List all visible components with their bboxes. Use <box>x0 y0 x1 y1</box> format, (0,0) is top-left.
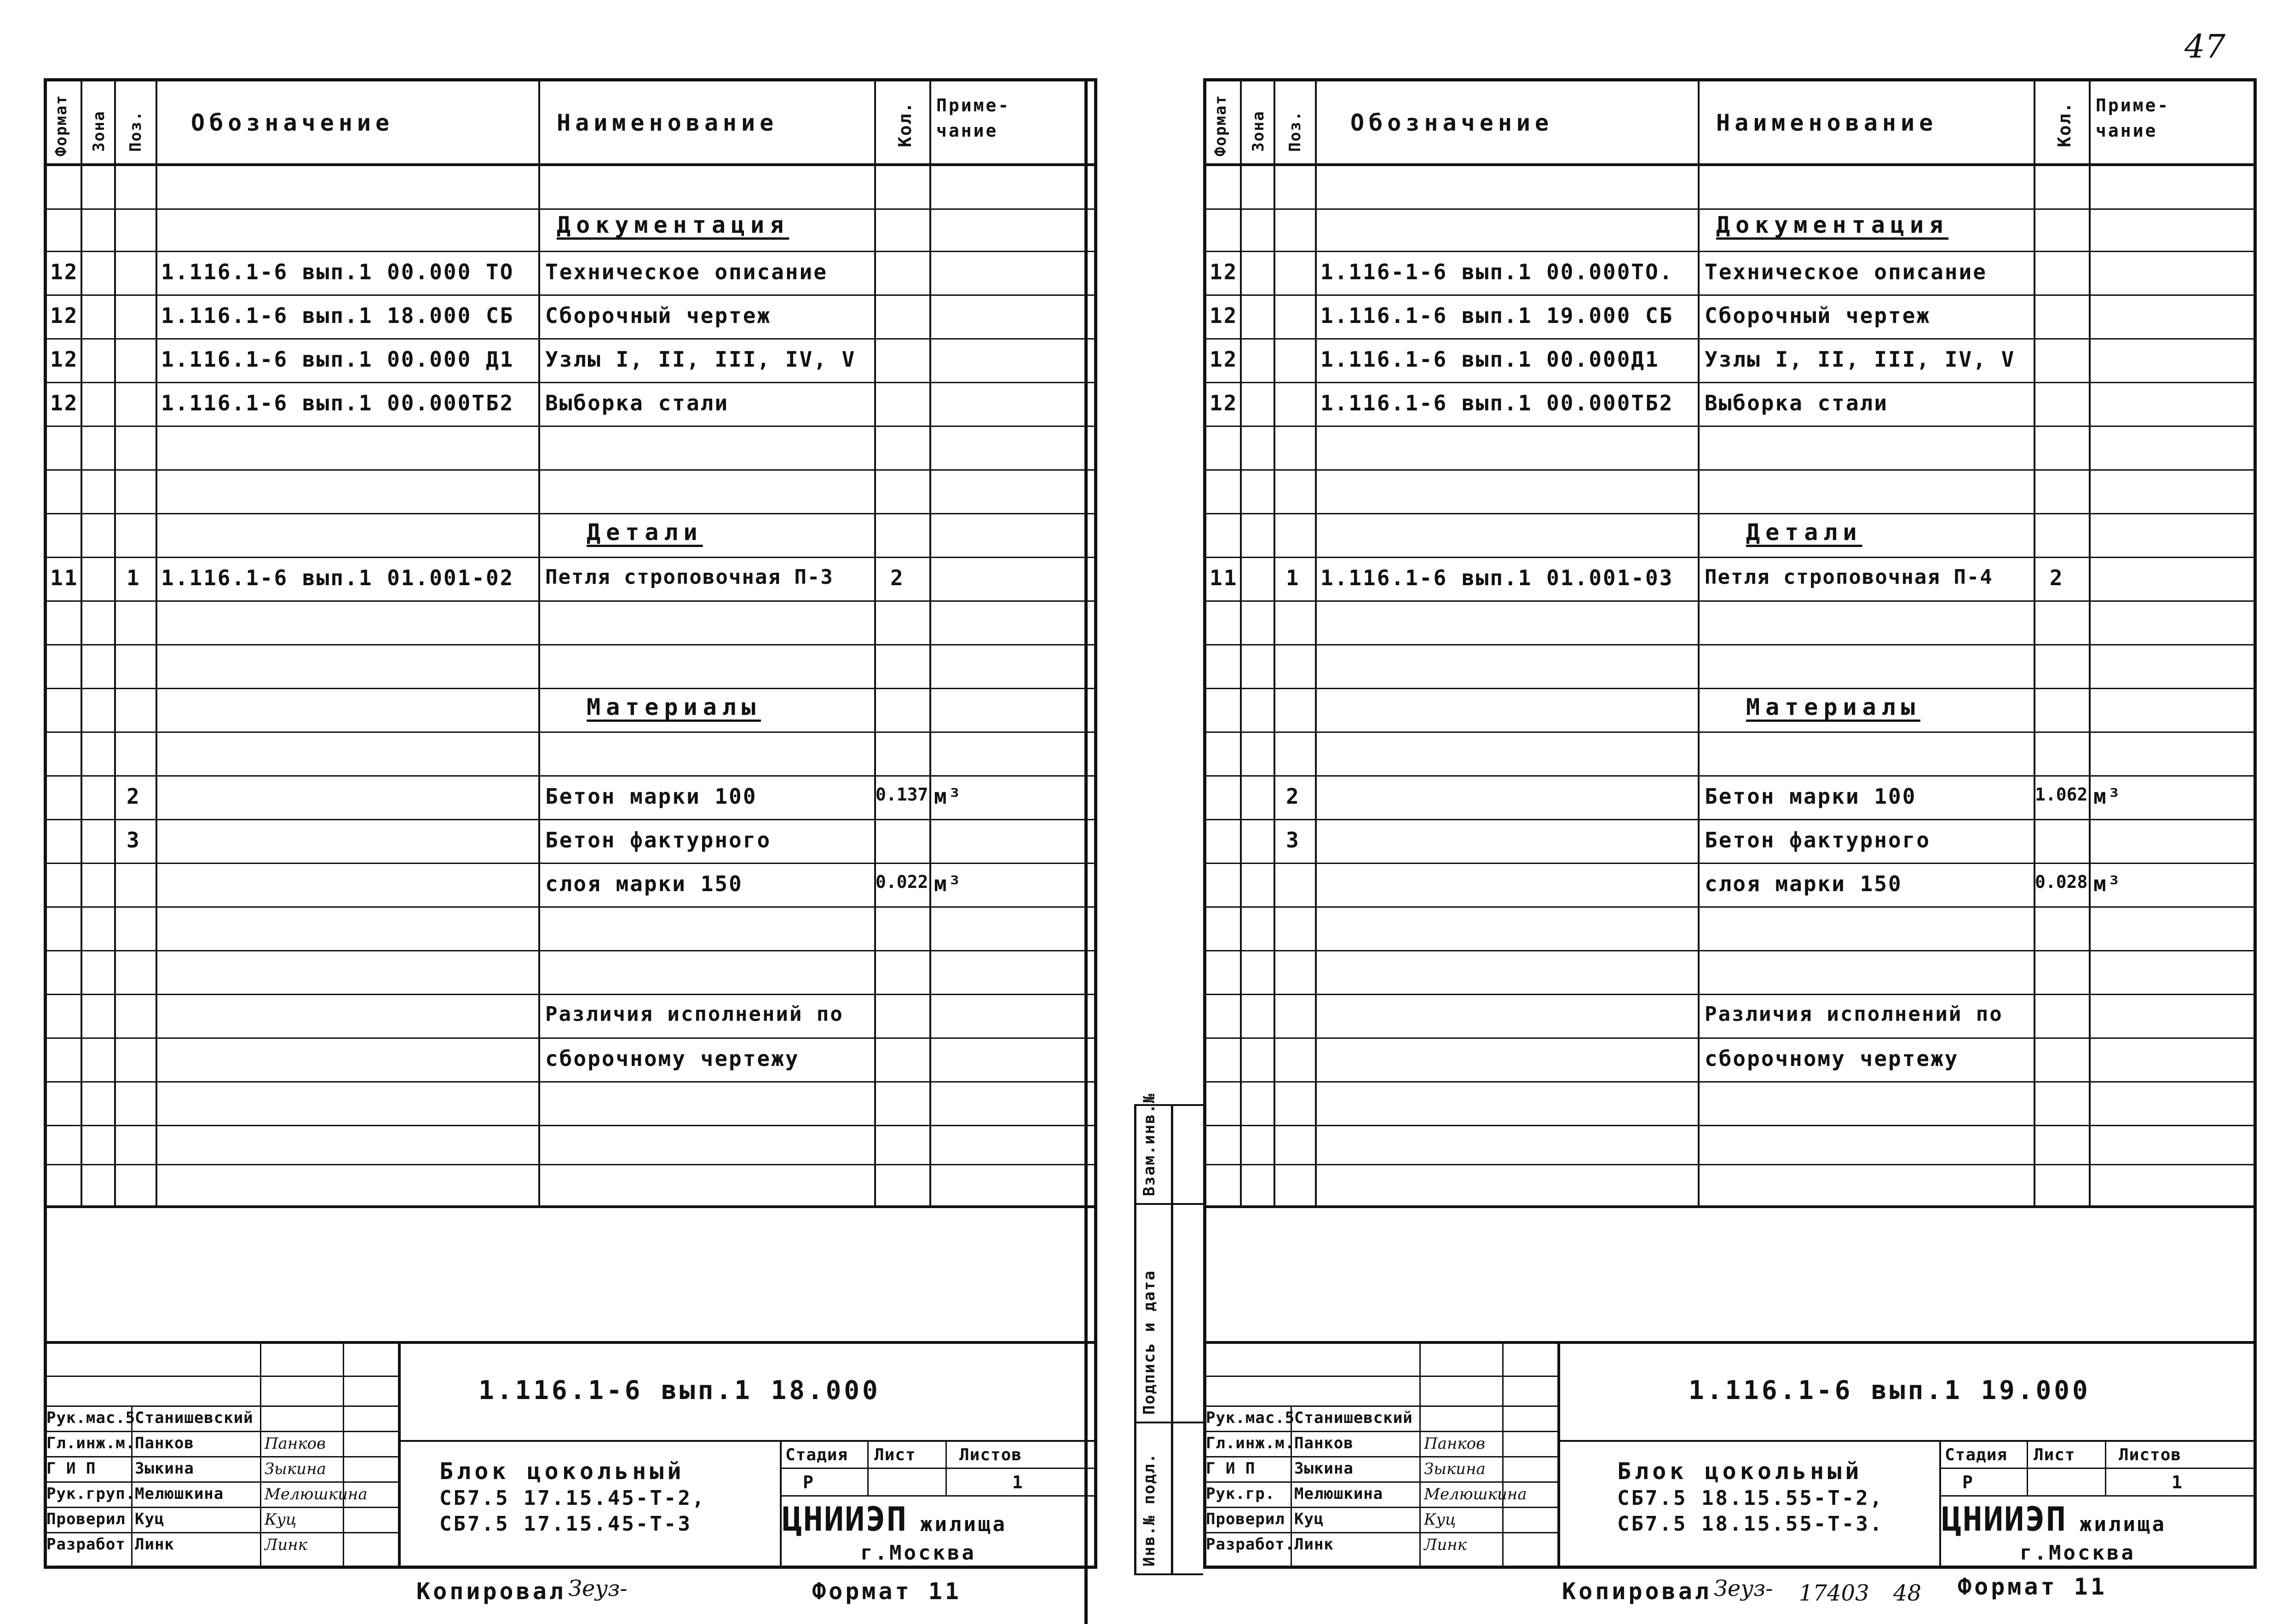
person-name: Зыкина <box>135 1459 194 1478</box>
row-line <box>44 950 1097 951</box>
tb-col <box>1419 1341 1421 1569</box>
product-name: Блок цокольный <box>1617 1458 1863 1485</box>
header-pos: Поз. <box>127 110 145 152</box>
row-line <box>1203 294 2257 296</box>
material-qty: 0.028 <box>2035 872 2088 892</box>
tb-line <box>1203 1431 1557 1432</box>
sheets-value: 1 <box>2172 1472 2183 1492</box>
copier-signature: Зеуз- <box>1714 1576 1773 1601</box>
doc-row-designation: 1.116.1-6 вып.1 00.000Д1 <box>1320 347 1660 372</box>
header-note-1: Приме- <box>2096 95 2170 115</box>
copied-label: Копировал <box>1562 1578 1712 1605</box>
doc-row-name: Техническое описание <box>1705 259 1987 284</box>
part-pos: 1 <box>1286 565 1300 590</box>
tb-col <box>2027 1440 2028 1495</box>
document-code: 1.116.1-6 вып.1 18.000 <box>478 1376 881 1405</box>
role-label: Г И П <box>46 1459 96 1478</box>
signature: Куц <box>1424 1510 1456 1529</box>
role-label: Рук.груп. <box>46 1485 136 1503</box>
section-details: Детали <box>587 519 703 546</box>
material-name-cont: слоя марки 150 <box>545 871 743 896</box>
tb-line <box>1203 1481 1557 1483</box>
signature: Линк <box>1424 1536 1467 1554</box>
tb-line <box>1203 1405 1557 1407</box>
organization-suffix: жилища <box>2080 1513 2167 1536</box>
role-label: Рук.мас.5 <box>1206 1409 1295 1427</box>
doc-row-name: Узлы I, II, III, IV, V <box>1705 347 2016 372</box>
format-label: Формат 11 <box>812 1578 962 1605</box>
row-line <box>44 294 1097 296</box>
doc-row-name: Выборка стали <box>545 391 729 415</box>
doc-row-format: 12 <box>50 259 79 284</box>
city: г.Москва <box>860 1541 976 1565</box>
header-note-2: чание <box>936 121 998 141</box>
tb-line <box>44 1532 398 1533</box>
copier-signature: Зеуз- <box>568 1576 628 1601</box>
stage-header: Стадия <box>1945 1445 2008 1464</box>
frame-left <box>44 78 47 1569</box>
material-qty: 0.022 <box>876 872 928 892</box>
tb-line <box>44 1507 398 1508</box>
side-stamp-line <box>1171 1104 1173 1573</box>
side-stamp-line <box>1134 1104 1136 1573</box>
doc-row-designation: 1.116.1-6 вып.1 00.000 Д1 <box>161 347 514 372</box>
row-line <box>44 208 1097 210</box>
header-line <box>1203 163 2257 166</box>
header-pos: Поз. <box>1286 110 1304 152</box>
col-line <box>81 78 82 1205</box>
signature: Мелюшкина <box>265 1485 368 1503</box>
titleblock-top <box>1203 1341 2257 1344</box>
row-line <box>1203 426 2257 427</box>
header-note-1: Приме- <box>936 95 1011 115</box>
material-pos: 2 <box>1286 784 1300 809</box>
differences-note: Различия исполнений по <box>1705 1002 2003 1026</box>
frame-top <box>44 78 1097 81</box>
doc-row-designation: 1.116.1-6 вып.1 00.000ТБ2 <box>161 391 514 415</box>
material-unit: м³ <box>934 784 962 809</box>
side-stamp-line <box>1134 1573 1203 1575</box>
material-unit: м³ <box>2093 871 2122 896</box>
person-name: Куц <box>135 1510 165 1528</box>
sheets-value: 1 <box>1012 1472 1023 1492</box>
row-line <box>1203 382 2257 383</box>
row-line <box>44 1205 1097 1208</box>
titleblock-divider <box>1557 1341 1560 1569</box>
tb-col <box>2105 1440 2106 1495</box>
tb-line <box>1939 1495 2257 1497</box>
inv-no-label: Инв.№ подл. <box>1140 1452 1158 1566</box>
row-line <box>1203 819 2257 820</box>
row-line <box>1203 1037 2257 1039</box>
doc-row-designation: 1.116.1-6 вып.1 19.000 СБ <box>1320 303 1674 328</box>
header-line <box>44 163 1097 166</box>
signature: Зыкина <box>1424 1460 1486 1478</box>
row-line <box>44 994 1097 995</box>
col-line <box>538 78 540 1205</box>
header-note-2: чание <box>2096 121 2158 141</box>
doc-row-format: 12 <box>50 347 79 372</box>
doc-row-format: 12 <box>1210 259 1238 284</box>
signature: Панков <box>265 1434 326 1453</box>
tb-line <box>780 1495 1097 1497</box>
person-name: Линк <box>1294 1535 1334 1554</box>
signature: Панков <box>1424 1434 1485 1453</box>
row-line <box>44 906 1097 908</box>
tb-line <box>1939 1468 2257 1469</box>
role-label: Г И П <box>1206 1459 1256 1478</box>
doc-row-designation: 1.116.1-6 вып.1 18.000 СБ <box>161 303 514 328</box>
side-stamp-line <box>1134 1422 1203 1423</box>
material-qty: 0.137 <box>876 784 928 805</box>
product-variant: СБ7.5 17.15.45-Т-3 <box>439 1512 692 1536</box>
titleblock-top <box>44 1341 1097 1344</box>
signature: Мелюшкина <box>1424 1485 1527 1503</box>
role-label: Рук.гр. <box>1206 1485 1275 1503</box>
row-line <box>44 775 1097 777</box>
sheet-number: 48 <box>1893 1580 1922 1606</box>
row-line <box>44 688 1097 689</box>
doc-row-name: Выборка стали <box>1705 391 1889 415</box>
section-materials: Материалы <box>1746 694 1920 720</box>
part-pos: 1 <box>127 565 141 590</box>
doc-row-format: 12 <box>1210 303 1238 328</box>
doc-row-format: 12 <box>50 391 79 415</box>
col-line <box>114 78 116 1205</box>
stage-value: Р <box>1962 1472 1973 1492</box>
material-name: Бетон фактурного <box>1705 828 1931 852</box>
row-line <box>44 469 1097 471</box>
row-line <box>44 338 1097 340</box>
row-line <box>44 731 1097 733</box>
doc-row-designation: 1.116.1-6 вып.1 00.000 ТО <box>161 259 514 284</box>
material-pos: 3 <box>1286 828 1300 852</box>
doc-row-designation: 1.116-1-6 вып.1 00.000ТО. <box>1320 259 1674 284</box>
row-line <box>44 1037 1097 1039</box>
material-name-cont: слоя марки 150 <box>1705 871 1902 896</box>
stage-header: Стадия <box>785 1445 848 1464</box>
tb-line <box>44 1376 398 1377</box>
role-label: Проверил <box>46 1510 126 1528</box>
part-format: 11 <box>1210 565 1238 590</box>
header-format: Формат <box>1211 94 1230 156</box>
row-line <box>1203 600 2257 602</box>
part-qty: 2 <box>2050 565 2064 590</box>
section-materials: Материалы <box>587 694 761 720</box>
frame-left <box>1203 78 1206 1569</box>
header-zone: Зона <box>1249 110 1268 152</box>
part-name: Петля строповочная П-3 <box>545 565 834 589</box>
row-line <box>1203 731 2257 733</box>
row-line <box>1203 469 2257 471</box>
tb-line <box>1203 1456 1557 1457</box>
doc-row-name: Узлы I, II, III, IV, V <box>545 347 856 372</box>
format-label: Формат 11 <box>1958 1573 2107 1600</box>
row-line <box>44 600 1097 602</box>
row-line <box>44 426 1097 427</box>
person-name: Линк <box>135 1535 174 1554</box>
material-qty: 1.062 <box>2035 784 2088 805</box>
header-qty: Кол. <box>2054 101 2075 147</box>
tb-col <box>867 1440 869 1495</box>
row-line <box>44 644 1097 645</box>
person-name: Станишевский <box>1294 1409 1413 1427</box>
city: г.Москва <box>2020 1541 2136 1565</box>
frame-bottom <box>1203 1566 2257 1569</box>
row-line <box>1203 1164 2257 1165</box>
sheets-header: Листов <box>959 1445 1022 1464</box>
header-name: Наименование <box>557 109 778 136</box>
product-variant: СБ7.5 17.15.45-Т-2, <box>439 1486 706 1510</box>
copied-label: Копировал <box>416 1578 566 1605</box>
header-designation: Обозначение <box>1350 109 1554 136</box>
frame-top <box>1203 78 2257 81</box>
frame-right <box>2253 78 2257 1569</box>
product-variant: СБ7.5 18.15.55-Т-3. <box>1617 1512 1884 1536</box>
header-zone: Зона <box>90 110 108 152</box>
tb-col <box>780 1440 782 1569</box>
part-qty: 2 <box>890 565 905 590</box>
differences-note-cont: сборочному чертежу <box>1705 1046 1959 1071</box>
col-line <box>156 78 157 1205</box>
section-documentation: Документация <box>1716 212 1949 238</box>
tb-col <box>260 1341 261 1569</box>
header-designation: Обозначение <box>191 109 394 136</box>
row-line <box>1203 688 2257 689</box>
organization-suffix: жилища <box>920 1513 1007 1536</box>
col-line <box>929 78 931 1205</box>
material-name: Бетон марки 100 <box>1705 784 1917 809</box>
col-line <box>2034 78 2035 1205</box>
page-number: 47 <box>2184 28 2226 65</box>
person-name: Мелюшкина <box>1294 1485 1383 1503</box>
product-name: Блок цокольный <box>439 1458 685 1485</box>
row-line <box>44 513 1097 514</box>
sheets-header: Листов <box>2119 1445 2182 1464</box>
row-line <box>1203 906 2257 908</box>
material-pos: 3 <box>127 828 141 852</box>
signature: Линк <box>265 1536 307 1554</box>
section-details: Детали <box>1746 519 1862 546</box>
signature: Куц <box>265 1510 297 1529</box>
spec-sheet-left <box>44 78 1097 1605</box>
tb-line <box>1203 1376 1557 1377</box>
doc-row-name: Техническое описание <box>545 259 828 284</box>
doc-row-format: 12 <box>1210 347 1238 372</box>
tb-col <box>343 1341 344 1569</box>
role-label: Разработ. <box>1206 1535 1295 1554</box>
side-stamp-line <box>1134 1203 1203 1205</box>
person-name: Мелюшкина <box>135 1485 224 1503</box>
organization: ЦНИИЭП <box>782 1500 908 1538</box>
col-line <box>1240 78 1242 1205</box>
col-line <box>1274 78 1275 1205</box>
signature-date-label: Подпись и дата <box>1140 1270 1158 1415</box>
header-qty: Кол. <box>895 101 915 147</box>
document-code: 1.116.1-6 вып.1 19.000 <box>1689 1376 2091 1405</box>
sheet-header: Лист <box>874 1445 916 1464</box>
differences-note: Различия исполнений по <box>545 1002 844 1026</box>
row-line <box>1203 775 2257 777</box>
organization: ЦНИИЭП <box>1942 1500 2067 1538</box>
row-line <box>44 863 1097 864</box>
role-label: Рук.мас.5 <box>46 1409 136 1427</box>
order-number: 17403 <box>1799 1580 1869 1606</box>
row-line <box>1203 251 2257 252</box>
row-line <box>1203 513 2257 514</box>
tb-line <box>44 1456 398 1457</box>
part-designation: 1.116.1-6 вып.1 01.001-03 <box>1320 565 1674 590</box>
person-name: Станишевский <box>135 1409 254 1427</box>
row-line <box>44 1125 1097 1126</box>
material-pos: 2 <box>127 784 141 809</box>
frame-bottom <box>44 1566 1097 1569</box>
col-line <box>874 78 876 1205</box>
role-label: Гл.инж.м. <box>1206 1434 1295 1452</box>
material-unit: м³ <box>2093 784 2122 809</box>
differences-note-cont: сборочному чертежу <box>545 1046 800 1071</box>
tb-col <box>1502 1341 1504 1569</box>
row-line <box>1203 644 2257 645</box>
row-line <box>44 251 1097 252</box>
doc-row-name: Сборочный чертеж <box>545 303 772 328</box>
material-unit: м³ <box>934 871 962 896</box>
tb-line <box>398 1440 1097 1442</box>
tb-line <box>780 1468 1097 1469</box>
row-line <box>1203 1125 2257 1126</box>
person-name: Куц <box>1294 1510 1324 1528</box>
product-variant: СБ7.5 18.15.55-Т-2, <box>1617 1486 1884 1510</box>
row-line <box>1203 863 2257 864</box>
material-name: Бетон марки 100 <box>545 784 757 809</box>
col-line <box>1698 78 1700 1205</box>
tb-col <box>1939 1440 1941 1569</box>
stage-value: Р <box>803 1472 814 1492</box>
header-format: Формат <box>52 94 70 156</box>
row-line <box>1203 950 2257 951</box>
role-label: Проверил <box>1206 1510 1285 1528</box>
tb-line <box>1203 1532 1557 1533</box>
part-name: Петля строповочная П-4 <box>1705 565 1993 589</box>
role-label: Разработ <box>46 1535 126 1554</box>
person-name: Панков <box>135 1434 194 1452</box>
row-line <box>1203 338 2257 340</box>
row-line <box>1203 994 2257 995</box>
row-line <box>1203 208 2257 210</box>
tb-col <box>945 1440 947 1495</box>
signature: Зыкина <box>265 1460 326 1478</box>
row-line <box>44 557 1097 558</box>
row-line <box>1203 557 2257 558</box>
col-line <box>1315 78 1317 1205</box>
spec-sheet-right <box>1203 78 2257 1606</box>
part-format: 11 <box>50 565 79 590</box>
row-line <box>44 1164 1097 1165</box>
titleblock-divider <box>398 1341 401 1569</box>
tb-line <box>44 1431 398 1432</box>
tb-line <box>1557 1440 2257 1442</box>
sheet-header: Лист <box>2034 1445 2075 1464</box>
header-name: Наименование <box>1716 109 1938 136</box>
doc-row-format: 12 <box>1210 391 1238 415</box>
row-line <box>1203 1081 2257 1083</box>
doc-row-designation: 1.116.1-6 вып.1 00.000ТБ2 <box>1320 391 1674 415</box>
row-line <box>44 1081 1097 1083</box>
row-line <box>1203 1205 2257 1208</box>
part-designation: 1.116.1-6 вып.1 01.001-02 <box>161 565 514 590</box>
tb-line <box>44 1405 398 1407</box>
col-line <box>2089 78 2091 1205</box>
tb-line <box>44 1481 398 1483</box>
doc-row-name: Сборочный чертеж <box>1705 303 1931 328</box>
tb-line <box>1203 1507 1557 1508</box>
frame-right <box>1094 78 1097 1569</box>
row-line <box>44 382 1097 383</box>
section-documentation: Документация <box>557 212 790 238</box>
person-name: Зыкина <box>1294 1459 1354 1478</box>
person-name: Панков <box>1294 1434 1354 1452</box>
doc-row-format: 12 <box>50 303 79 328</box>
material-name: Бетон фактурного <box>545 828 772 852</box>
replaced-inv-label: Взам.инв.№ <box>1140 1093 1158 1196</box>
role-label: Гл.инж.м. <box>46 1434 136 1452</box>
row-line <box>44 819 1097 820</box>
